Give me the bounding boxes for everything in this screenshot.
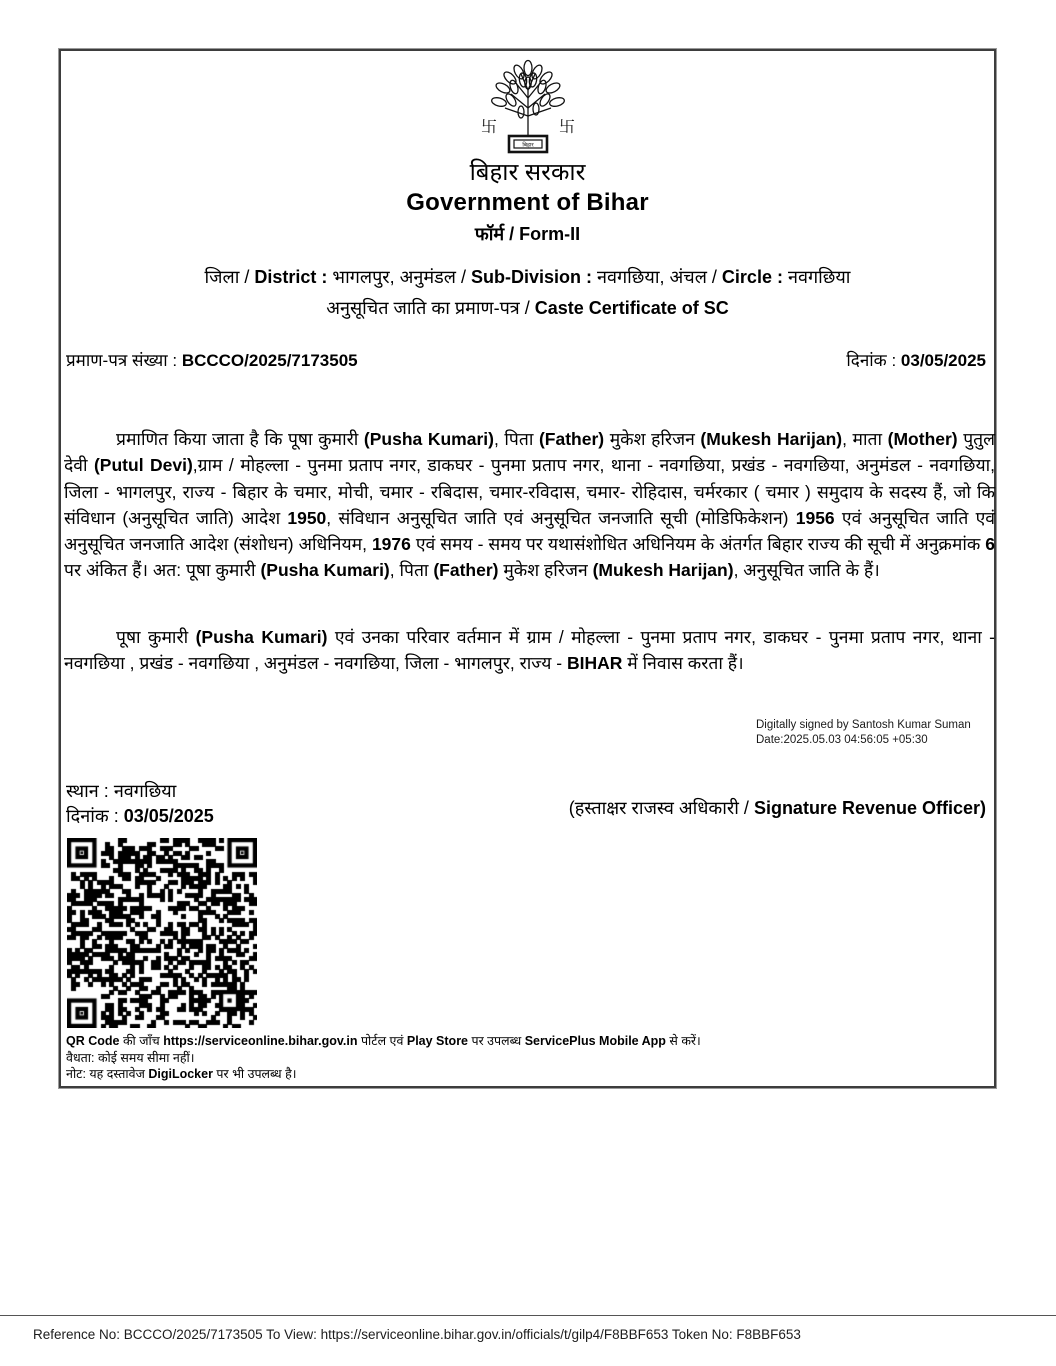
swastika-icon-left: 卐 [480,119,497,136]
digital-signature-date: Date:2025.05.03 04:56:05 +05:30 [756,734,928,747]
certificate-body [59,49,996,1088]
swastika-icon-right: 卐 [558,119,575,136]
certificate-date-value: 03/05/2025 [900,351,986,370]
certificate-meta-row [66,348,986,371]
digital-signature-block [756,718,992,748]
signature-revenue-officer-line: (हस्ताक्षर राजस्व अधिकारी / Signature Revenue Officer) [568,798,986,818]
qr-code-canvas [67,838,257,1028]
digital-signature-signer: Digitally signed by Santosh Kumar Suman [756,719,971,731]
bihar-government-emblem [453,56,603,156]
note-validity: वैधता: कोई समय सीमा नहीं। [66,1050,195,1065]
footer-divider [0,1315,1056,1316]
footer-reference-line: Reference No: BCCCO/2025/7173505 To View: https://serviceonline.bihar.gov.in/officials/t/gilp4/F8BBF653 Token No: F8BBF653 [33,1327,801,1342]
place-date-block [66,779,214,829]
government-title-hindi: बिहार सरकार [469,159,586,186]
emblem-pedestal [509,136,547,152]
place-line [66,779,214,804]
place-value: नवगछिया [113,781,177,801]
issue-date-label: दिनांक : [66,806,124,826]
bodhi-tree-icon [453,56,603,156]
certificate-number-label: प्रमाण-पत्र संख्या : [66,351,182,370]
certificate-paragraph-2: पूषा कुमारी (Pusha Kumari) एवं उनका परिवार वर्तमान में ग्राम / मोहल्ला - पुनमा प्रताप नगर, डाकघर - पुनमा प्रताप नगर, थाना - नवगछिया , प्रखंड - नवगछिया , अनुमंडल - नवगछिया, जिला - भागलपुर, राज्य - BIHAR में निवास करता हैं। [64,627,995,674]
issue-date-line [66,804,214,829]
certificate-title-line: अनुसूचित जाति का प्रमाण-पत्र / Caste Certificate of SC [326,298,729,318]
certificate-number [66,348,358,371]
certificate-paragraph-1: प्रमाणित किया जाता है कि पूषा कुमारी (Pusha Kumari), पिता (Father) मुकेश हरिजन (Mukesh Harijan), माता (Mother) पुतुल देवी (Putul Devi),ग्राम / मोहल्ला - पुनमा प्रताप नगर, डाकघर - पुनमा प्रताप नगर, थाना - नवगछिया, प्रखंड - नवगछिया, अनुमंडल - नवगछिया, जिला - भागलपुर, राज्य - बिहार के चमार, मोची, चमार - रबिदास, चमार-रविदास, चमार- रोहिदास, चर्मरकार ( चमार ) समुदाय के सदस्य हैं, जो कि संविधान (अनुसूचित जाति) आदेश 1950, संविधान अनुसूचित जाति एवं अनुसूचित जनजाति सूची (मोडिफिकेशन) 1956 एवं अनुसूचित जाति एवं अनुसूचित जनजाति आदेश (संशोधन) अधिनियम, 1976 एवं समय - समय पर यथासंशोधित अधिनियम के अंतर्गत बिहार राज्य की सूची में अनुक्रमांक 6 पर अंकित हैं। अत: पूषा कुमारी (Pusha Kumari), पिता (Father) मुकेश हरिजन (Mukesh Harijan), अनुसूचित जाति के हैं। [64,429,996,581]
place-label: स्थान : [66,781,114,801]
certificate-number-value: BCCCO/2025/7173505 [181,351,358,370]
verification-qr-code [67,838,257,1028]
pedestal-text: बिहार [521,142,534,149]
government-title-english: Government of Bihar [406,189,649,216]
certificate-notes [66,1033,989,1083]
issue-date-value: 03/05/2025 [123,806,214,826]
district-subdivision-circle-line: जिला / District : भागलपुर, अनुमंडल / Sub-Division : नवगछिया, अंचल / Circle : नवगछिया [204,267,851,287]
certificate-date [846,348,986,371]
certificate-date-label: दिनांक : [846,351,901,370]
note-digilocker: नोट: यह दस्तावेज DigiLocker पर भी उपलब्ध है। [66,1067,297,1082]
note-qr-verification: QR Code की जाँच https://serviceonline.bihar.gov.in पोर्टल एवं Play Store पर उपलब्ध ServicePlus Mobile App से करें। [66,1034,701,1048]
form-number-line: फॉर्म / Form-II [474,224,581,244]
